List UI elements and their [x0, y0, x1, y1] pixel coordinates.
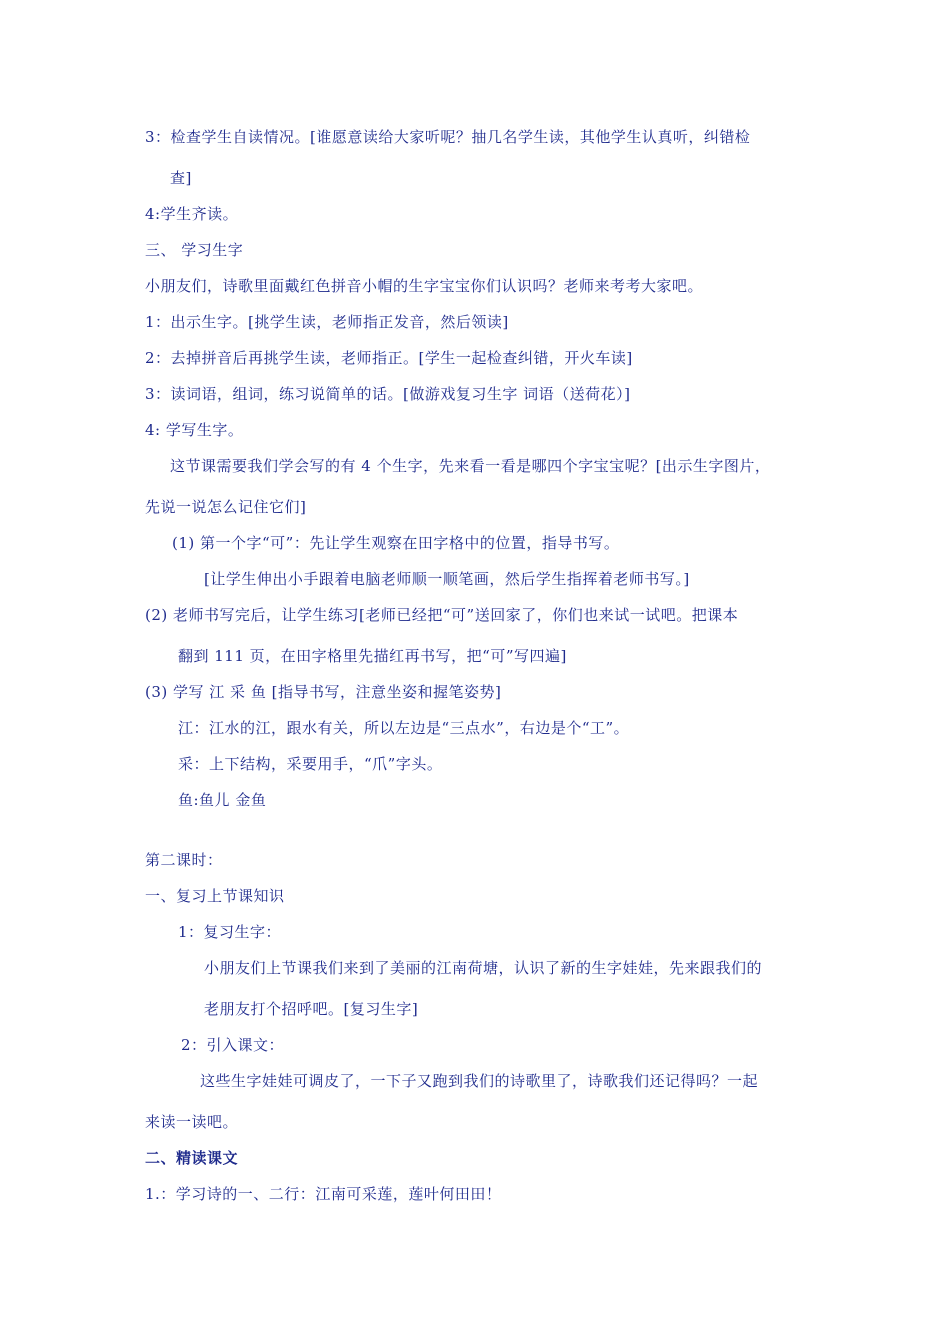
text-line: 2：引入课文：: [181, 1036, 285, 1054]
text-line: 2：去掉拼音后再挑学生读，老师指正。[学生一起检查纠错，开火车读]: [145, 349, 633, 367]
text-line: 老朋友打个招呼吧。[复习生字]: [204, 1000, 419, 1018]
text-line: 3：读词语，组词，练习说简单的话。[做游戏复习生字 词语（送荷花）]: [145, 385, 631, 403]
text-line: 翻到 111 页，在田字格里先描红再书写，把“可”写四遍]: [178, 647, 567, 665]
section-heading: 二、精读课文: [145, 1149, 239, 1167]
text-line: [让学生伸出小手跟着电脑老师顺一顺笔画，然后学生指挥着老师书写。]: [204, 570, 690, 588]
text-line: 查]: [170, 169, 192, 187]
section-heading: 三、 学习生字: [145, 241, 244, 259]
text-line: 1.：学习诗的一、二行：江南可采莲，莲叶何田田！: [145, 1185, 502, 1203]
text-line: 这节课需要我们学会写的有 4 个生字，先来看一看是哪四个字宝宝呢？[出示生字图片，: [170, 457, 771, 475]
text-line: 江：江水的江，跟水有关，所以左边是“三点水”，右边是个“工”。: [178, 719, 630, 737]
text-line: (1) 第一个字“可”：先让学生观察在田字格中的位置，指导书写。: [172, 534, 620, 552]
text-line: (3) 学写 江 采 鱼 [指导书写，注意坐姿和握笔姿势]: [145, 683, 502, 701]
text-line: 先说一说怎么记住它们]: [145, 498, 307, 516]
section-heading: 一、复习上节课知识: [145, 887, 285, 905]
text-line: 采：上下结构，采要用手，“爪”字头。: [178, 755, 443, 773]
text-line: 4:学生齐读。: [145, 205, 239, 223]
text-line: 小朋友们，诗歌里面戴红色拼音小帽的生字宝宝你们认识吗？老师来考考大家吧。: [145, 277, 704, 295]
text-line: 3：检查学生自读情况。[谁愿意读给大家听呢？抽几名学生读，其他学生认真听，纠错检: [145, 128, 751, 146]
text-line: 这些生字娃娃可调皮了，一下子又跑到我们的诗歌里了，诗歌我们还记得吗？一起: [200, 1072, 759, 1090]
text-line: 1：出示生字。[挑学生读，老师指正发音，然后领读]: [145, 313, 509, 331]
section-heading: 第二课时：: [145, 851, 223, 869]
text-line: (2) 老师书写完后，让学生练习[老师已经把“可”送回家了，你们也来试一试吧。把课本: [145, 606, 739, 624]
text-line: 1：复习生字：: [178, 923, 282, 941]
text-line: 小朋友们上节课我们来到了美丽的江南荷塘，认识了新的生字娃娃，先来跟我们的: [204, 959, 763, 977]
text-line: 4: 学写生字。: [145, 421, 244, 439]
text-line: 来读一读吧。: [145, 1113, 239, 1131]
text-line: 鱼:鱼儿 金鱼: [178, 791, 267, 809]
